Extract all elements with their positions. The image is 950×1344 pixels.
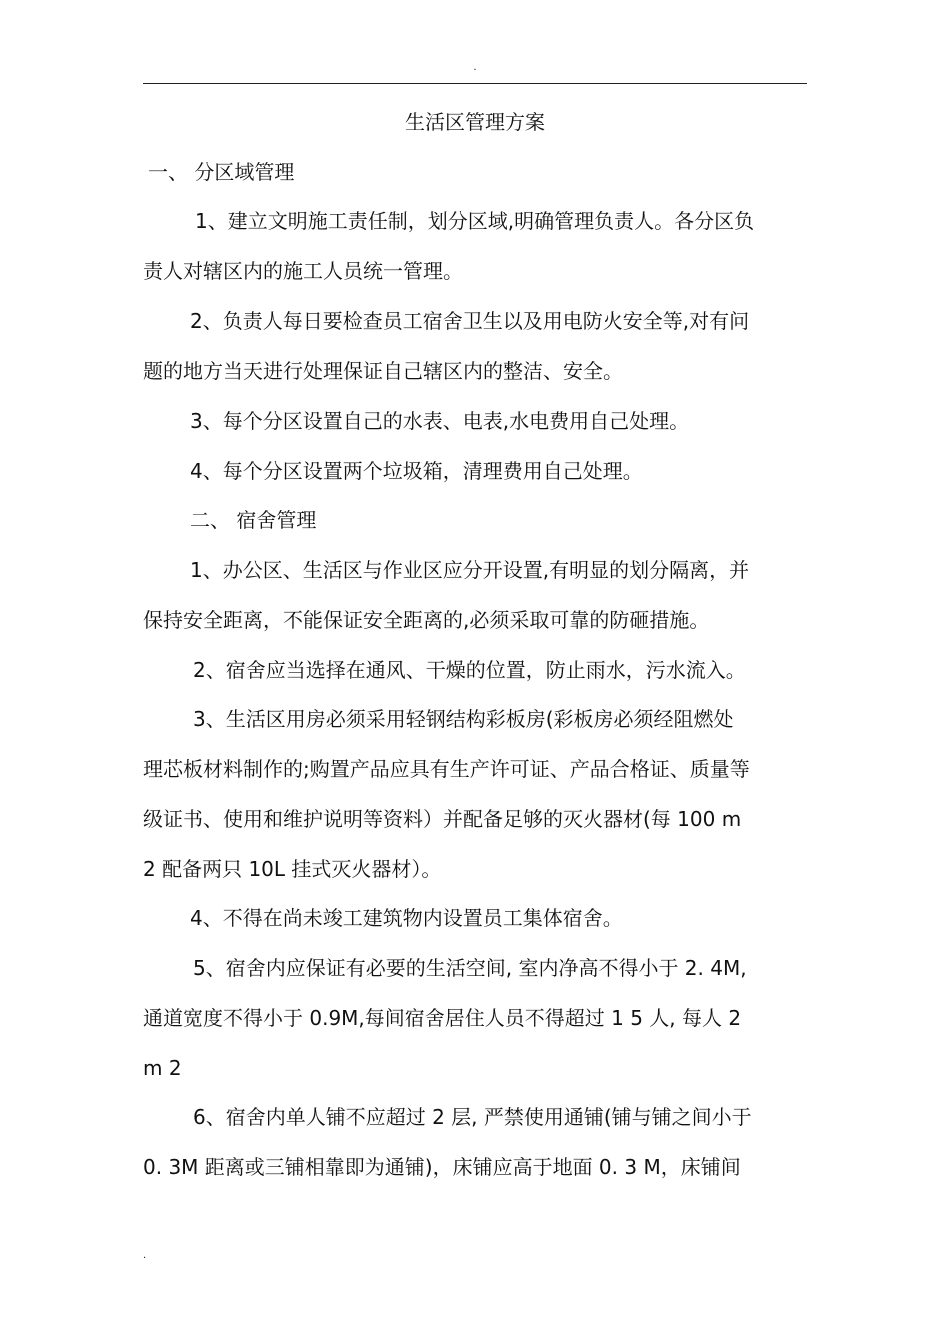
section-heading-2: 二、 宿舍管理	[190, 508, 317, 532]
paragraph-line: 1、建立文明施工责任制，划分区域,明确管理负责人。各分区负	[195, 209, 755, 233]
paragraph-line: 责人对辖区内的施工人员统一管理。	[143, 259, 463, 283]
paragraph-line: 题的地方当天进行处理保证自己辖区内的整洁、安全。	[143, 359, 623, 383]
paragraph-line: 级证书、使用和维护说明等资料）并配备足够的灭火器材(每 100 m	[143, 807, 742, 831]
paragraph-line: m 2	[143, 1056, 182, 1080]
paragraph-line: 4、不得在尚未竣工建筑物内设置员工集体宿舍。	[190, 906, 623, 930]
paragraph-line: 2 配备两只 10L 挂式灭火器材）。	[143, 857, 442, 881]
footer-dot: .	[143, 1250, 147, 1261]
paragraph-line: 3、每个分区设置自己的水表、电表,水电费用自己处理。	[190, 409, 690, 433]
paragraph-line: 3、生活区用房必须采用轻钢结构彩板房(彩板房必须经阻燃处	[193, 707, 734, 731]
paragraph-line: 保持安全距离，不能保证安全距离的,必须采取可靠的防砸措施。	[143, 608, 710, 632]
paragraph-line: 2、宿舍应当选择在通风、干燥的位置，防止雨水，污水流入。	[193, 658, 746, 682]
header-rule	[143, 83, 807, 84]
paragraph-line: 2、负责人每日要检查员工宿舍卫生以及用电防火安全等,对有问	[190, 309, 750, 333]
document-title: 生活区管理方案	[405, 110, 545, 134]
header-dot: .	[473, 62, 477, 73]
paragraph-line: 通道宽度不得小于 0.9M,每间宿舍居住人员不得超过 1 5 人, 每人 2	[143, 1006, 742, 1030]
paragraph-line: 5、宿舍内应保证有必要的生活空间, 室内净高不得小于 2. 4M,	[193, 956, 747, 980]
paragraph-line: 6、宿舍内单人铺不应超过 2 层, 严禁使用通铺(铺与铺之间小于	[193, 1105, 752, 1129]
paragraph-line: 理芯板材料制作的;购置产品应具有生产许可证、产品合格证、质量等	[143, 757, 750, 781]
paragraph-line: 0. 3M 距离或三铺相靠即为通铺)，床铺应高于地面 0. 3 M，床铺间	[143, 1155, 741, 1179]
paragraph-line: 4、每个分区设置两个垃圾箱，清理费用自己处理。	[190, 459, 643, 483]
section-heading-1: 一、 分区域管理	[148, 160, 295, 184]
paragraph-line: 1、办公区、生活区与作业区应分开设置,有明显的划分隔离，并	[190, 558, 750, 582]
